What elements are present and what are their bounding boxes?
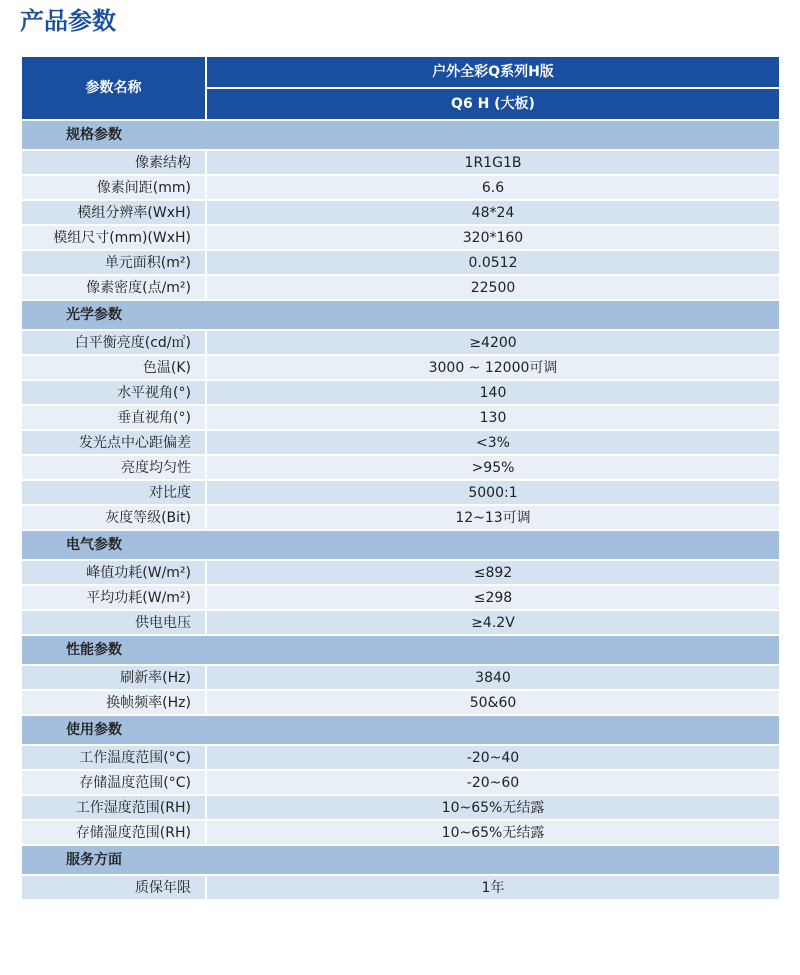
section-header-row (21, 715, 780, 745)
param-label: 峰值功耗(W/m²) (21, 560, 206, 585)
param-value: 0.0512 (206, 250, 780, 275)
spec-table (20, 55, 781, 901)
table-row (21, 330, 780, 355)
param-value: 1R1G1B (206, 150, 780, 175)
table-row (21, 770, 780, 795)
param-value: <3% (206, 430, 780, 455)
param-value: 5000:1 (206, 480, 780, 505)
param-value: 320*160 (206, 225, 780, 250)
param-value: ≤298 (206, 585, 780, 610)
param-value: -20~60 (206, 770, 780, 795)
section-header-row (21, 635, 780, 665)
param-value: ≤892 (206, 560, 780, 585)
param-label: 换帧频率(Hz) (21, 690, 206, 715)
section-title: 服务方面 (21, 845, 780, 875)
param-value: 140 (206, 380, 780, 405)
param-label: 存储温度范围(°C) (21, 770, 206, 795)
param-label: 像素结构 (21, 150, 206, 175)
param-value: 3000 ~ 12000可调 (206, 355, 780, 380)
table-row (21, 480, 780, 505)
table-row (21, 745, 780, 770)
param-label: 工作温度范围(°C) (21, 745, 206, 770)
param-value: 130 (206, 405, 780, 430)
param-label: 亮度均匀性 (21, 455, 206, 480)
section-header-row (21, 530, 780, 560)
param-label: 水平视角(°) (21, 380, 206, 405)
table-row (21, 380, 780, 405)
param-label: 工作湿度范围(RH) (21, 795, 206, 820)
param-value: >95% (206, 455, 780, 480)
model-header: Q6 H (大板) (206, 88, 780, 120)
series-header: 户外全彩Q系列H版 (206, 56, 780, 88)
table-row (21, 560, 780, 585)
table-row (21, 200, 780, 225)
param-value: 50&60 (206, 690, 780, 715)
param-value: 48*24 (206, 200, 780, 225)
spec-table-body (21, 56, 780, 900)
param-label: 模组尺寸(mm)(WxH) (21, 225, 206, 250)
param-value: ≥4200 (206, 330, 780, 355)
param-value: 3840 (206, 665, 780, 690)
table-row (21, 795, 780, 820)
table-row (21, 585, 780, 610)
param-label: 白平衡亮度(cd/㎡) (21, 330, 206, 355)
table-row (21, 275, 780, 300)
section-title: 电气参数 (21, 530, 780, 560)
table-row (21, 455, 780, 480)
table-row (21, 690, 780, 715)
param-label: 灰度等级(Bit) (21, 505, 206, 530)
param-label: 色温(K) (21, 355, 206, 380)
param-label: 对比度 (21, 480, 206, 505)
table-row (21, 405, 780, 430)
section-header-row (21, 300, 780, 330)
param-value: 1年 (206, 875, 780, 900)
param-label: 模组分辨率(WxH) (21, 200, 206, 225)
section-header-row (21, 845, 780, 875)
param-label: 单元面积(m²) (21, 250, 206, 275)
param-label: 平均功耗(W/m²) (21, 585, 206, 610)
param-label: 垂直视角(°) (21, 405, 206, 430)
param-value: 22500 (206, 275, 780, 300)
param-label: 像素密度(点/m²) (21, 275, 206, 300)
param-value: 10~65%无结露 (206, 795, 780, 820)
table-row (21, 610, 780, 635)
param-label: 刷新率(Hz) (21, 665, 206, 690)
table-row (21, 175, 780, 200)
param-label: 供电电压 (21, 610, 206, 635)
param-label: 像素间距(mm) (21, 175, 206, 200)
param-label: 质保年限 (21, 875, 206, 900)
table-row (21, 225, 780, 250)
param-value: 12~13可调 (206, 505, 780, 530)
param-label: 发光点中心距偏差 (21, 430, 206, 455)
table-row (21, 505, 780, 530)
param-label: 存储湿度范围(RH) (21, 820, 206, 845)
page-title: 产品参数 (20, 7, 116, 35)
table-row (21, 355, 780, 380)
param-value: 6.6 (206, 175, 780, 200)
header-row (21, 56, 780, 88)
section-title: 性能参数 (21, 635, 780, 665)
table-row (21, 820, 780, 845)
section-title: 使用参数 (21, 715, 780, 745)
table-row (21, 665, 780, 690)
param-value: ≥4.2V (206, 610, 780, 635)
table-row (21, 430, 780, 455)
table-row (21, 875, 780, 900)
param-value: -20~40 (206, 745, 780, 770)
section-header-row (21, 120, 780, 150)
table-row (21, 150, 780, 175)
table-row (21, 250, 780, 275)
section-title: 规格参数 (21, 120, 780, 150)
section-title: 光学参数 (21, 300, 780, 330)
param-value: 10~65%无结露 (206, 820, 780, 845)
param-name-header: 参数名称 (21, 56, 206, 120)
